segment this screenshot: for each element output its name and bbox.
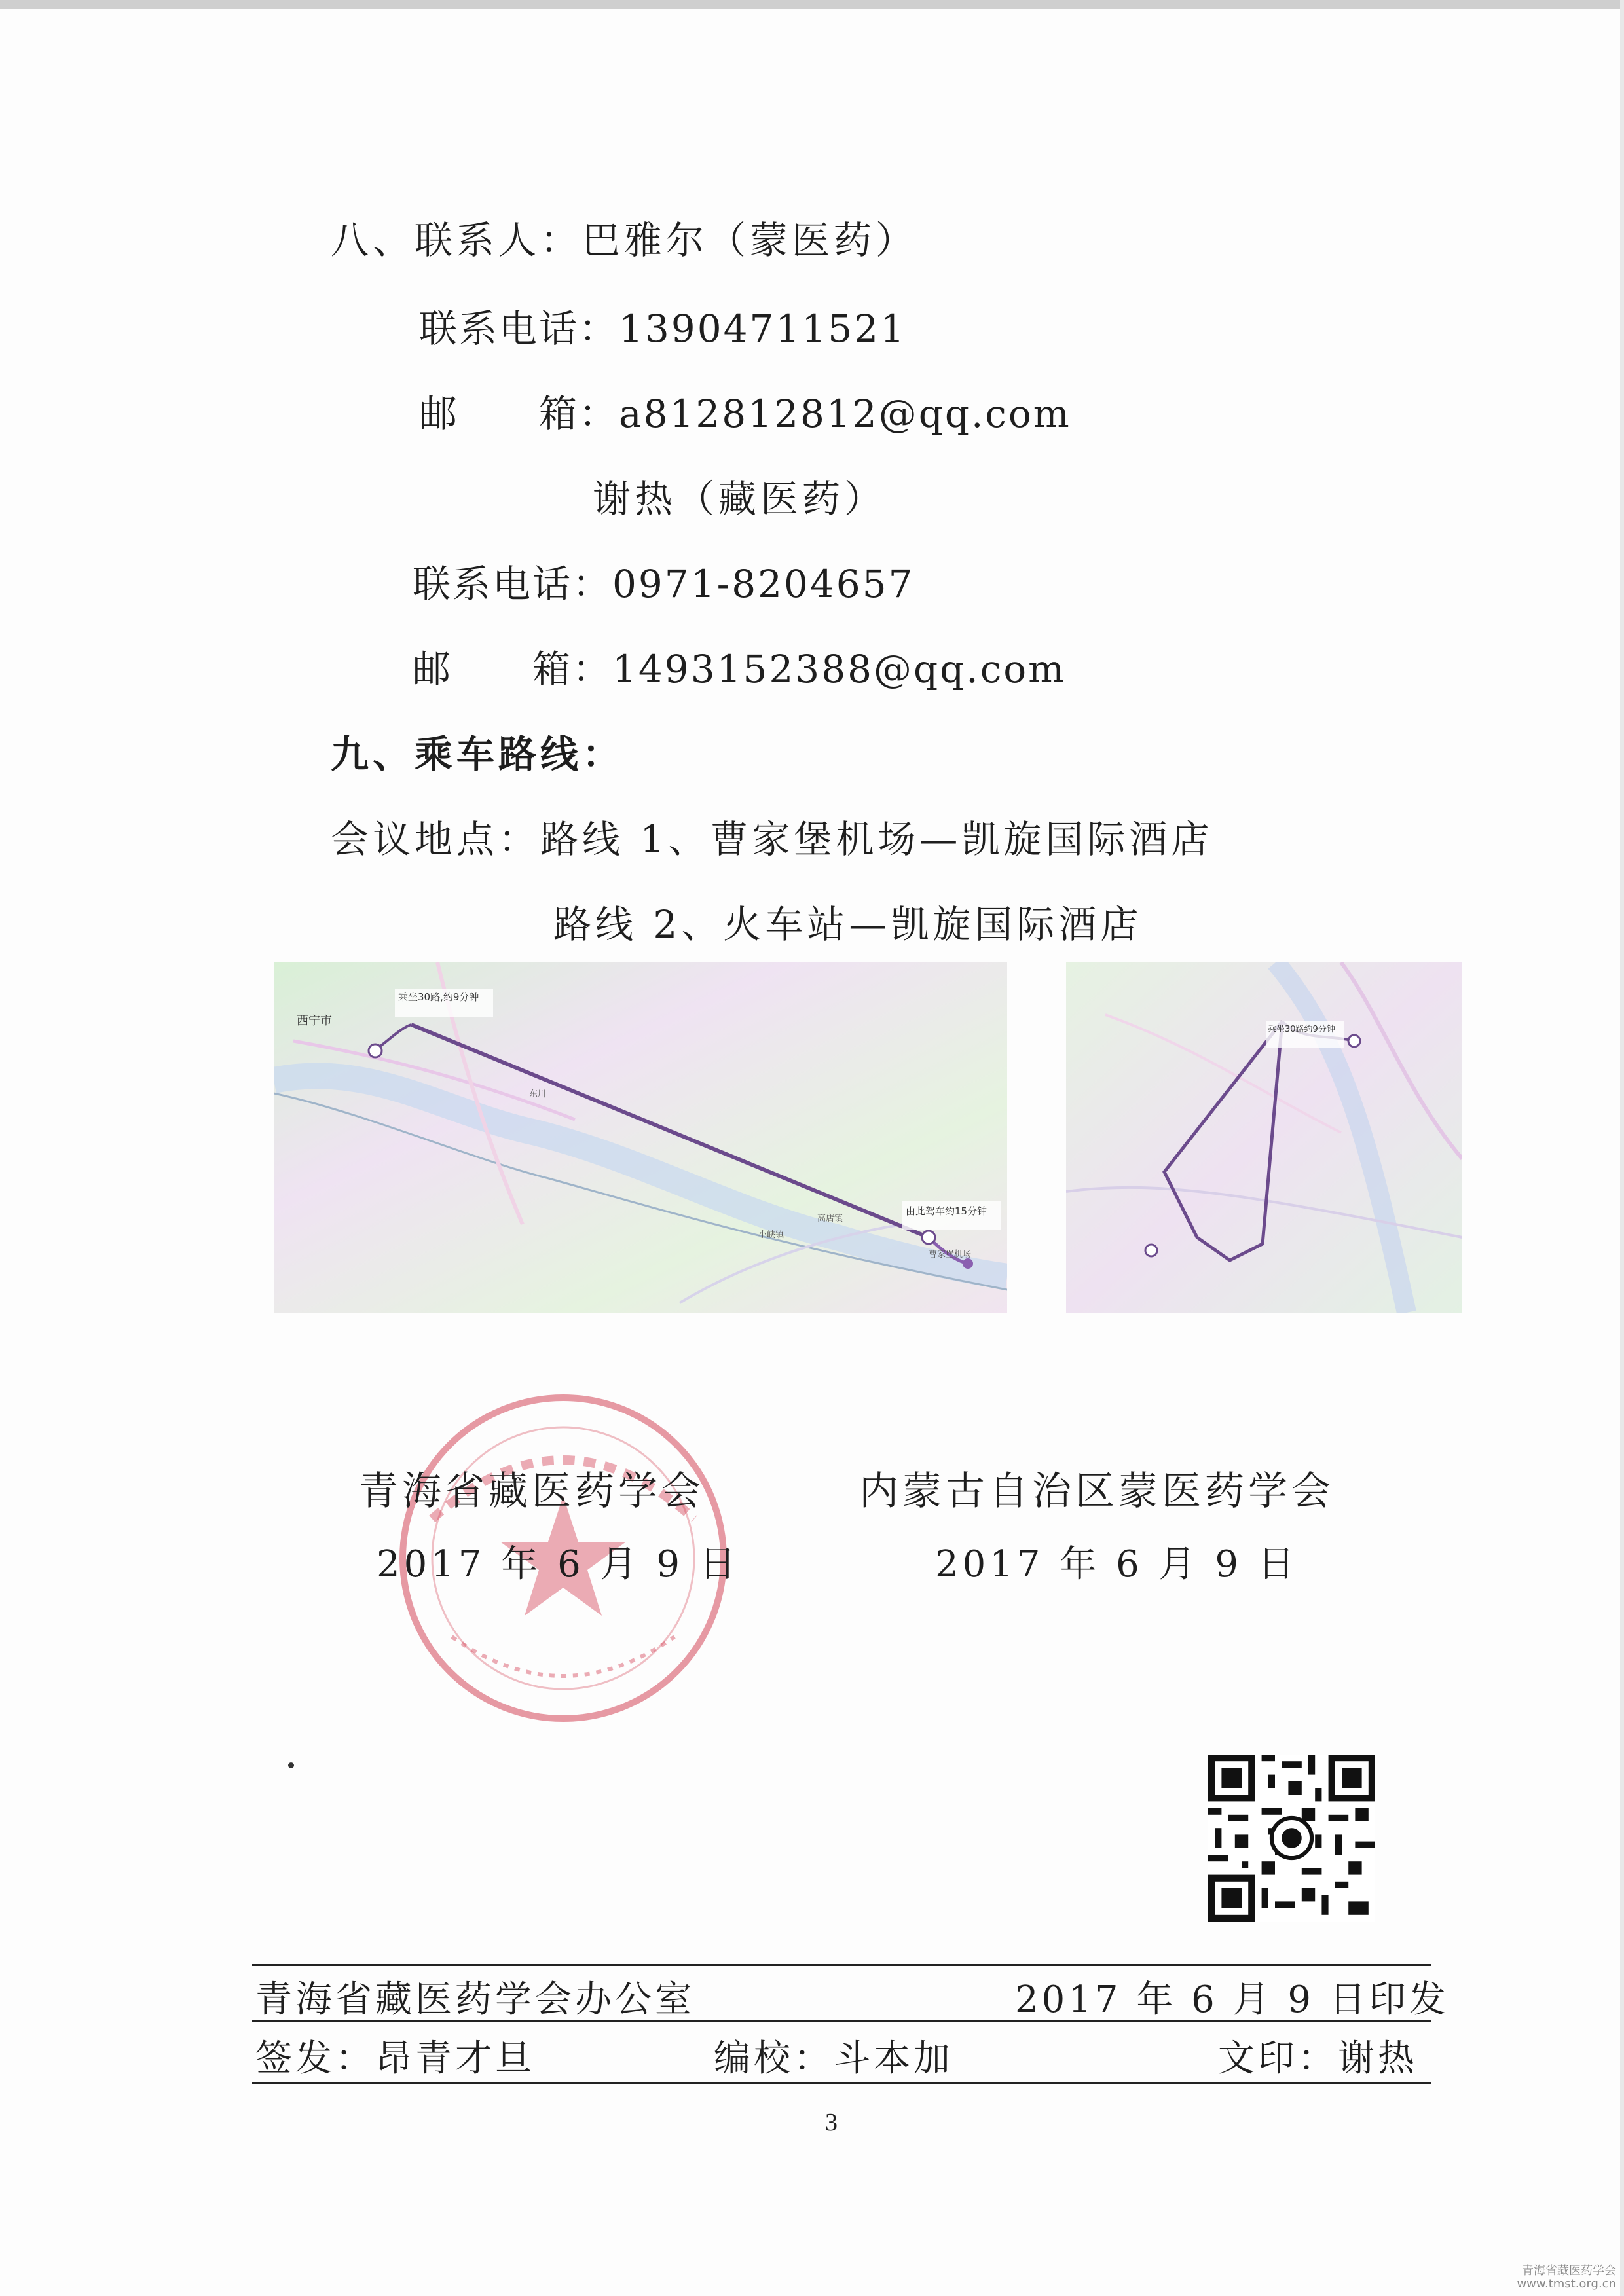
footer-editor: 编校：斗本加 — [714, 2037, 953, 2080]
route-heading: 九、乘车路线： — [331, 732, 625, 776]
scan-edge-right — [1620, 0, 1624, 2296]
scan-edge-top — [0, 0, 1624, 9]
date-right: 2017 年 6 月 9 日 — [935, 1543, 1299, 1586]
footer-signer: 签发：昂青才旦 — [255, 2037, 535, 2080]
person1-phone: 联系电话：13904711521 — [419, 306, 906, 351]
route-line-2: 路线 2、火车站—凯旋国际酒店 — [553, 902, 1143, 947]
map1-label: 东川 — [529, 1089, 547, 1099]
map1-callout-bottom: 由此驾车约15分钟 — [906, 1205, 987, 1217]
watermark-line-2: www.tmst.org.cn — [1517, 2277, 1616, 2291]
footer-issue-date: 2017 年 6 月 9 日印发 — [1015, 1978, 1449, 2021]
route-line-1: 会议地点：路线 1、曹家堡机场—凯旋国际酒店 — [331, 817, 1213, 862]
map2-callout: 乘坐30路约9分钟 — [1268, 1025, 1335, 1034]
site-watermark — [1517, 2265, 1616, 2291]
map1-callout-top: 乘坐30路,约9分钟 — [398, 991, 479, 1003]
map1-label: 曹家堡机场 — [929, 1250, 972, 1260]
org-right: 内蒙古自治区蒙医药学会 — [859, 1468, 1335, 1514]
page-number: 3 — [825, 2109, 838, 2136]
footer-printer: 文印：谢热 — [1218, 2037, 1418, 2080]
org-left: 青海省藏医药学会 — [359, 1468, 705, 1514]
map1-city-label: 西宁市 — [297, 1014, 332, 1028]
map1-label: 高店镇 — [817, 1214, 843, 1224]
person2-phone: 联系电话：0971-8204657 — [413, 562, 915, 606]
route-map-station — [1066, 962, 1462, 1313]
footer-rule-middle — [252, 2020, 1431, 2022]
route-map-airport — [274, 962, 1007, 1313]
date-left: 2017 年 6 月 9 日 — [377, 1543, 740, 1586]
qr-code — [1208, 1755, 1375, 1922]
stray-dot — [288, 1762, 294, 1768]
footer-office: 青海省藏医药学会办公室 — [255, 1978, 695, 2021]
map1-label: 小峡镇 — [758, 1230, 784, 1240]
watermark-line-1: 青海省藏医药学会 — [1522, 2264, 1616, 2278]
person1-email: 邮 箱：a812812812@qq.com — [419, 392, 1071, 436]
footer-rule-bottom — [252, 2082, 1431, 2084]
person2-name: 谢热（藏医药） — [593, 477, 887, 521]
contacts-heading: 八、联系人：巴雅尔（蒙医药） — [331, 218, 918, 263]
footer-rule-top — [252, 1964, 1431, 1966]
person2-email: 邮 箱：1493152388@qq.com — [413, 647, 1067, 691]
